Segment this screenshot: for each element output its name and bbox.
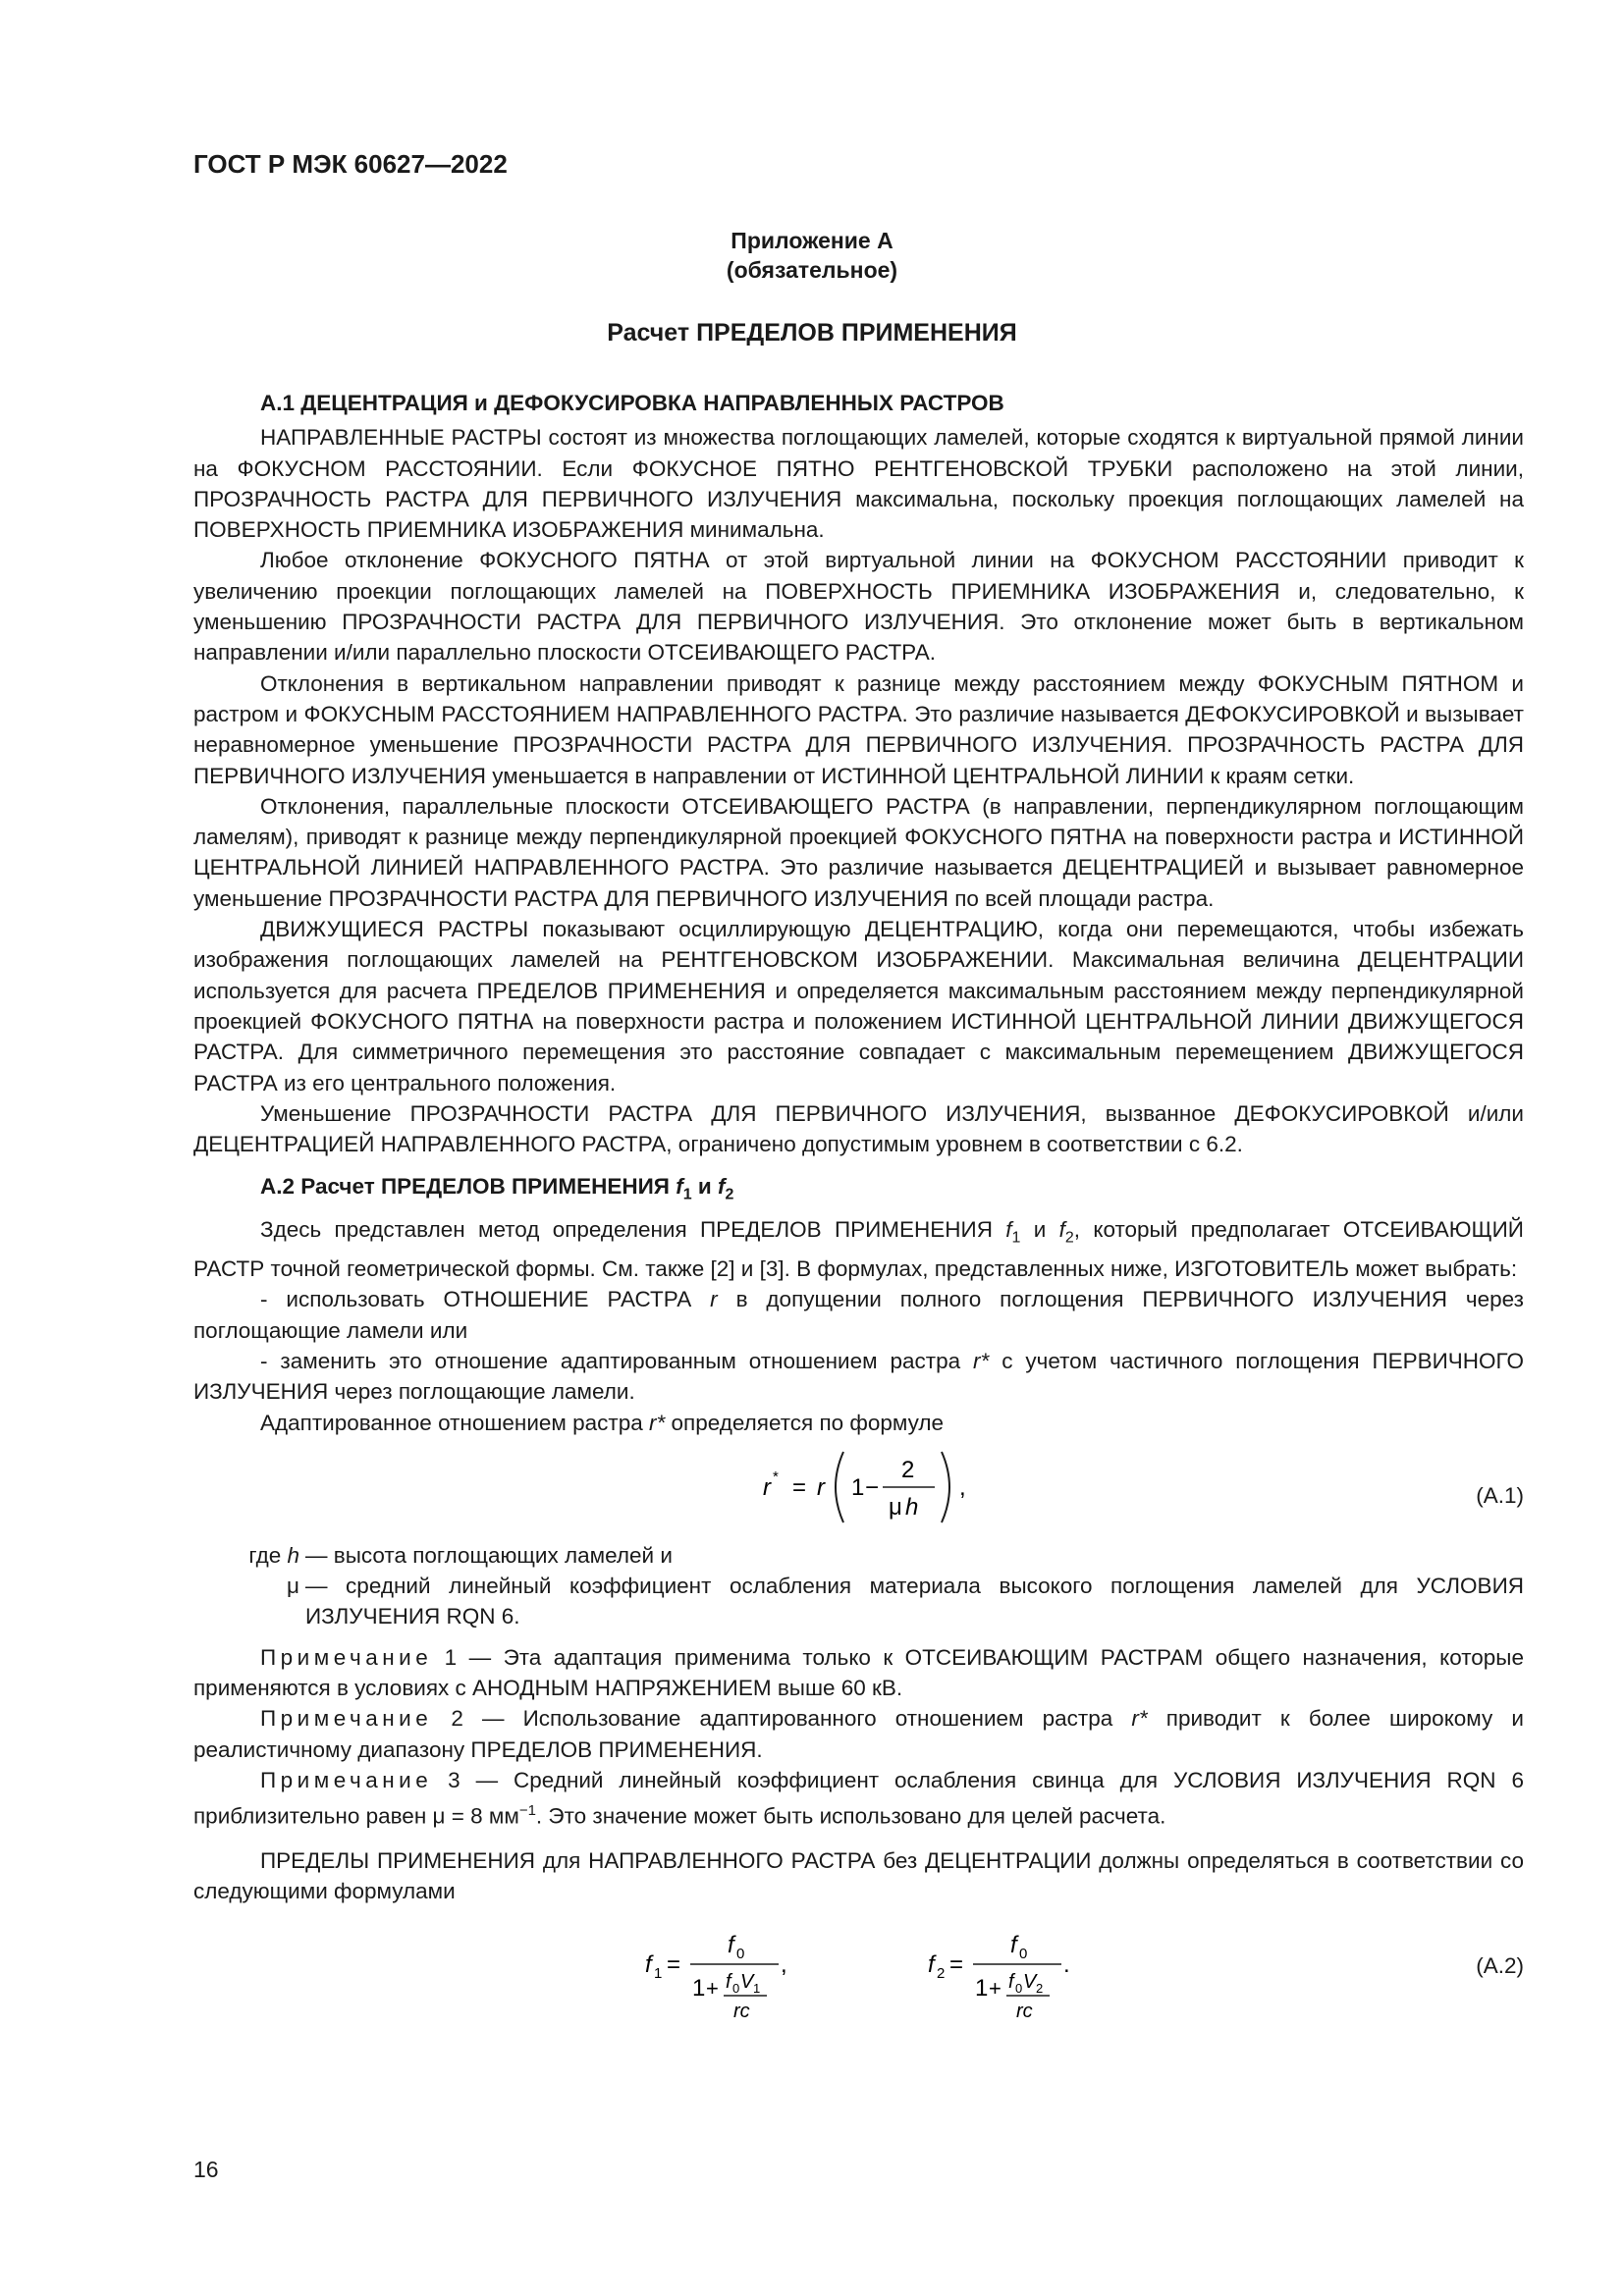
option-item: - использовать ОТНОШЕНИЕ РАСТРА r в допущении полного поглощения ПЕРВИЧНОГО ИЗЛУЧЕНИЯ через поглощающие ламели или <box>193 1287 1524 1343</box>
body-content <box>193 388 1524 2025</box>
svg-text:+: + <box>989 1975 1001 2001</box>
svg-text:rc: rc <box>733 2000 750 2022</box>
svg-text:μ: μ <box>889 1493 902 1521</box>
svg-text:,: , <box>959 1473 966 1501</box>
svg-text:r: r <box>817 1473 825 1501</box>
paragraph: Адаптированное отношением растра r* определяется по формуле <box>260 1410 945 1435</box>
svg-text:,: , <box>781 1950 787 1978</box>
formula-a1 <box>193 1438 1524 1534</box>
note-2: Примечание 2 — Использование адаптированного отношением растра r* приводит к более широкому и реалистичному диапазону ПРЕДЕЛОВ ПРИМЕНЕНИЯ. <box>193 1706 1524 1762</box>
where-item: где h — высота поглощающих ламелей и <box>248 1542 673 1568</box>
svg-text:V: V <box>1023 1970 1037 1993</box>
note-1: Примечание 1 — Эта адаптация применима только к ОТСЕИВАЮЩИМ РАСТРАМ общего назначения, которые применяются в условиях с АНОДНЫМ НАПРЯЖЕНИЕМ выше 60 кВ. <box>193 1644 1524 1700</box>
svg-text:V: V <box>740 1970 754 1993</box>
svg-text:1: 1 <box>692 1974 706 2002</box>
svg-text:*: * <box>773 1468 779 1485</box>
svg-text:f: f <box>728 1931 734 1958</box>
paragraph: Любое отклонение ФОКУСНОГО ПЯТНА от этой виртуальной линии на ФОКУСНОМ РАССТОЯНИИ приводит к увеличению проекции поглощающих ламелей на ПОВЕРХНОСТЬ ПРИЕМНИКА ИЗОБРАЖЕНИЯ и, следовательно, к уменьшению ПРОЗРАЧНОСТИ РАСТРА ДЛЯ ПЕРВИЧНОГО ИЗЛУЧЕНИЯ. Это отклонение может быть в вертикальном направлении и/или параллельно плоскости ОТСЕИВАЮЩЕГО РАСТРА. <box>193 548 1524 666</box>
svg-text:1: 1 <box>851 1473 865 1501</box>
svg-text:f: f <box>928 1950 935 1978</box>
svg-text:=: = <box>949 1950 964 1978</box>
where-item: μ — средний линейный коэффициент ослабления материала высокого поглощения ламелей для УСЛОВИЯ ИЗЛУЧЕНИЯ RQN 6. <box>287 1574 1524 1629</box>
svg-text:1: 1 <box>975 1974 989 2002</box>
svg-text:f: f <box>726 1970 731 1993</box>
option-item: - заменить это отношение адаптированным отношением растра r* с учетом частичного поглощения ПЕРВИЧНОГО ИЗЛУЧЕНИЯ через поглощающие ламели. <box>193 1348 1524 1405</box>
svg-text:1: 1 <box>753 1980 761 1996</box>
paragraph: Уменьшение ПРОЗРАЧНОСТИ РАСТРА ДЛЯ ПЕРВИЧНОГО ИЗЛУЧЕНИЯ, вызванное ДЕФОКУСИРОВКОЙ и/или ДЕЦЕНТРАЦИЕЙ НАПРАВЛЕННОГО РАСТРА, ограничено допустимым уровнем в соответствии с 6.2. <box>193 1100 1524 1157</box>
equation-number: (А.1) <box>1476 1482 1524 1508</box>
paragraph: ДВИЖУЩИЕСЯ РАСТРЫ показывают осциллирующую ДЕЦЕНТРАЦИЮ, когда они перемещаются, чтобы избежать изображения поглощающих ламелей на РЕНТГЕНОВСКОМ ИЗОБРАЖЕНИИ. Максимальная величина ДЕЦЕНТРАЦИИ используется для расчета ПРЕДЕЛОВ ПРИМЕНЕНИЯ и определяется максимальным расстоянием между перпендикулярной проекцией ФОКУСНОГО ПЯТНА на поверхности растра и положением ИСТИННОЙ ЦЕНТРАЛЬНОЙ ЛИНИИ ДВИЖУЩЕГОСЯ РАСТРА. Для симметричного перемещения это расстояние совпадает с максимальным перемещением ДВИЖУЩЕГОСЯ РАСТРА из его центрального положения. <box>193 917 1524 1095</box>
intro-paragraph: Здесь представлен метод определения ПРЕДЕЛОВ ПРИМЕНЕНИЯ $f_1$ и $f_2$, который предполагает ОТСЕИВАЮЩИЙ РАСТР точной геометрической формы. См. также [2] и [3]. В формулах, представленных ниже, ИЗГОТОВИТЕЛЬ может выбрать: <box>193 1217 1524 1282</box>
annex-line1: Приложение А <box>731 228 893 253</box>
svg-text:2: 2 <box>1036 1980 1044 1996</box>
equation-a1-graphic <box>763 1438 1018 1534</box>
svg-text:1: 1 <box>654 1964 663 1982</box>
running-head: ГОСТ Р МЭК 60627—2022 <box>193 149 508 179</box>
section-heading-a1: А.1 ДЕЦЕНТРАЦИЯ и ДЕФОКУСИРОВКА НАПРАВЛЕННЫХ РАСТРОВ <box>260 391 1004 415</box>
annex-title: Расчет ПРЕДЕЛОВ ПРИМЕНЕНИЯ <box>607 319 1017 347</box>
equation-number: (А.2) <box>1476 1952 1524 1978</box>
section-heading-a2: А.2 Расчет ПРЕДЕЛОВ ПРИМЕНЕНИЯ $f_1$ и $f_2$ <box>260 1174 734 1203</box>
svg-text:+: + <box>706 1975 719 2001</box>
svg-text:rc: rc <box>1016 2000 1033 2022</box>
note-3: Примечание 3 — Средний линейный коэффициент ослабления свинца для УСЛОВИЯ ИЗЛУЧЕНИЯ RQN 6 приблизительно равен μ = 8 $мм^{-1}$. Это значение может быть использовано для целей расчета. <box>193 1767 1524 1829</box>
paragraph: Отклонения в вертикальном направлении приводят к разнице между расстоянием между ФОКУСНЫМ ПЯТНОМ и растром и ФОКУСНЫМ РАССТОЯНИЕМ НАПРАВЛЕННОГО РАСТРА. Это различие называется ДЕФОКУСИРОВКОЙ и вызывает неравномерное уменьшение ПРОЗРАЧНОСТИ РАСТРА ДЛЯ ПЕРВИЧНОГО ИЗЛУЧЕНИЯ. ПРОЗРАЧНОСТЬ РАСТРА ДЛЯ ПЕРВИЧНОГО ИЗЛУЧЕНИЯ уменьшается в направлении от ИСТИННОЙ ЦЕНТРАЛЬНОЙ ЛИНИИ к краям сетки. <box>193 670 1524 788</box>
paragraph: НАПРАВЛЕННЫЕ РАСТРЫ состоят из множества поглощающих ламелей, которые сходятся к виртуальной прямой линии на ФОКУСНОМ РАССТОЯНИИ. Если ФОКУСНОЕ ПЯТНО РЕНТГЕНОВСКОЙ ТРУБКИ расположено на этой линии, ПРОЗРАЧНОСТЬ РАСТРА ДЛЯ ПЕРВИЧНОГО ИЗЛУЧЕНИЯ максимальна, поскольку проекция поглощающих ламелей на ПОВЕРХНОСТЬ ПРИЕМНИКА ИЗОБРАЖЕНИЯ минимальна. <box>193 425 1524 543</box>
paragraph: Отклонения, параллельные плоскости ОТСЕИВАЮЩЕГО РАСТРА (в направлении, перпендикулярном поглощающим ламелям), приводят к разнице между перпендикулярной проекцией ФОКУСНОГО ПЯТНА на поверхности растра и ИСТИННОЙ ЦЕНТРАЛЬНОЙ ЛИНИЕЙ НАПРАВЛЕННОГО РАСТРА. Это различие называется ДЕЦЕНТРАЦИЕЙ и вызывает равномерное уменьшение ПРОЗРАЧНОСТИ РАСТРА ДЛЯ ПЕРВИЧНОГО ИЗЛУЧЕНИЯ по всей площади растра. <box>193 793 1524 911</box>
limits-paragraph: ПРЕДЕЛЫ ПРИМЕНЕНИЯ для НАПРАВЛЕННОГО РАСТРА без ДЕЦЕНТРАЦИИ должны определяться в соответствии со следующими формулами <box>193 1847 1524 1904</box>
page-number: 16 <box>193 2157 219 2182</box>
svg-text:=: = <box>792 1473 807 1501</box>
svg-text:0: 0 <box>732 1980 740 1996</box>
svg-text:2: 2 <box>937 1964 946 1982</box>
svg-text:f: f <box>1008 1970 1014 1993</box>
svg-text:0: 0 <box>1019 1945 1028 1962</box>
equation-a2-graphic <box>645 1913 1156 2031</box>
svg-text:f: f <box>1010 1931 1017 1958</box>
where-list <box>193 1540 1524 1632</box>
svg-text:f: f <box>645 1950 652 1978</box>
formula-a2 <box>193 1907 1524 2025</box>
svg-text:=: = <box>667 1950 681 1978</box>
annex-label <box>0 226 1624 285</box>
svg-text:2: 2 <box>901 1456 915 1483</box>
svg-text:h: h <box>905 1493 919 1521</box>
svg-text:0: 0 <box>736 1945 745 1962</box>
svg-text:−: − <box>865 1473 880 1501</box>
annex-line2: (обязательное) <box>726 257 898 283</box>
svg-text:.: . <box>1063 1950 1070 1978</box>
svg-text:r: r <box>763 1473 771 1501</box>
svg-text:0: 0 <box>1015 1980 1023 1996</box>
